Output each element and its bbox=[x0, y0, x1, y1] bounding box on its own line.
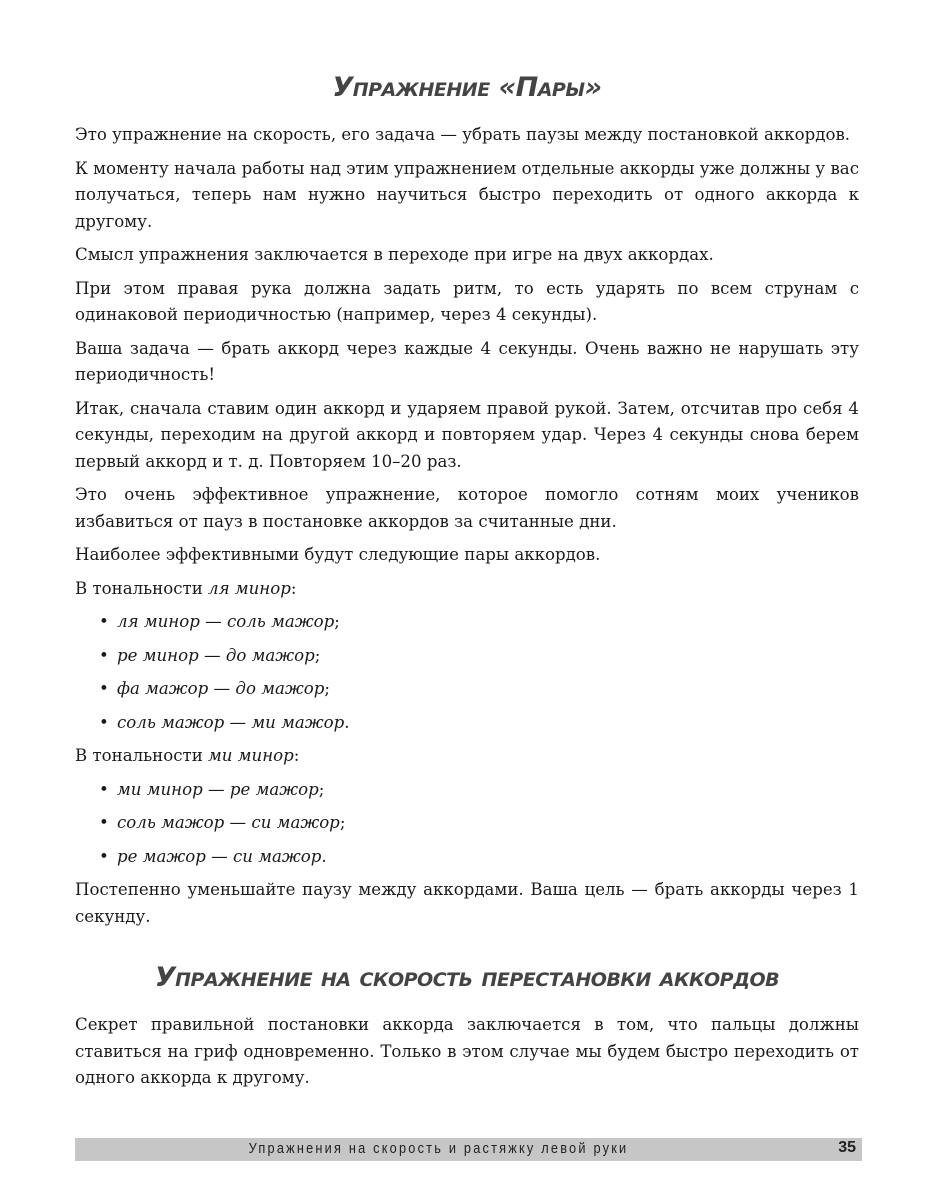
key-suffix: : bbox=[293, 746, 300, 765]
paragraph: Это упражнение на скорость, его задача — убрать паузы между постановкой аккордов. bbox=[75, 125, 851, 144]
paragraph: Итак, сначала ставим один аккорд и ударяем правой рукой. Затем, отсчитав про себя 4 секунды, переходим на другой аккорд и повторяем удар. Через 4 секунды снова берем первый аккорд и т. д. Повторяем 10–20 раз. bbox=[75, 398, 859, 471]
paragraph: Секрет правильной постановки аккорда заключается в том, что пальцы должны ставиться на гриф одновременно. Только в этом случае мы будем быстро переходить от одного аккорда к другому. bbox=[75, 1015, 859, 1087]
key-intro-e-minor bbox=[75, 743, 859, 770]
paragraph: Это очень эффективное упражнение, которое помогло сотням моих учеников избавиться от пауз в постановке аккордов за считанные дни. bbox=[75, 485, 859, 531]
chord-pairs-e-minor bbox=[75, 777, 859, 871]
list-item: • соль мажор — си мажор; bbox=[99, 810, 859, 837]
section-heading-pairs: Упражнение «Пары» bbox=[332, 72, 602, 103]
list-item: • ля минор — соль мажор; bbox=[99, 609, 859, 636]
paragraph: Ваша задача — брать аккорд через каждые 4 секунды. Очень важно не нарушать эту периодичность! bbox=[75, 338, 859, 384]
paragraph: Смысл упражнения заключается в переходе при игре на двух аккордах. bbox=[75, 245, 714, 264]
page-footer bbox=[75, 1138, 862, 1161]
list-item: • ре мажор — си мажор. bbox=[99, 844, 859, 871]
key-intro-a-minor bbox=[75, 576, 859, 603]
key-suffix: : bbox=[290, 578, 297, 598]
page-number: 35 bbox=[838, 1139, 856, 1156]
key-name: ми минор bbox=[208, 746, 294, 765]
paragraph: Наиболее эффективными будут следующие пары аккордов. bbox=[75, 545, 601, 564]
list-item: • ми минор — ре мажор; bbox=[99, 777, 859, 804]
running-title: Упражнения на скорость и растяжку левой руки bbox=[248, 1140, 629, 1157]
chord-pairs-a-minor bbox=[75, 609, 859, 736]
page-content bbox=[75, 68, 859, 1099]
paragraph: К моменту начала работы над этим упражнением отдельные аккорды уже должны у вас получаться, теперь нам нужно научиться быстро переходить от одного аккорда к другому. bbox=[75, 158, 859, 231]
key-name: ля минор bbox=[208, 578, 291, 598]
list-item: • ре минор — до мажор; bbox=[99, 643, 859, 670]
paragraph: Постепенно уменьшайте паузу между аккордами. Ваша цель — брать аккорды через 1 секунду. bbox=[75, 880, 859, 926]
list-item: • соль мажор — ми мажор. bbox=[99, 710, 859, 737]
key-prefix: В тональности bbox=[75, 746, 209, 765]
section-heading-speed: Упражнение на скорость перестановки аккордов bbox=[154, 962, 780, 993]
list-item: • фа мажор — до мажор; bbox=[99, 676, 859, 703]
key-prefix: В тональности bbox=[75, 578, 209, 598]
paragraph: При этом правая рука должна задать ритм, то есть ударять по всем струнам с одинаковой периодичностью (например, через 4 секунды). bbox=[75, 278, 859, 324]
